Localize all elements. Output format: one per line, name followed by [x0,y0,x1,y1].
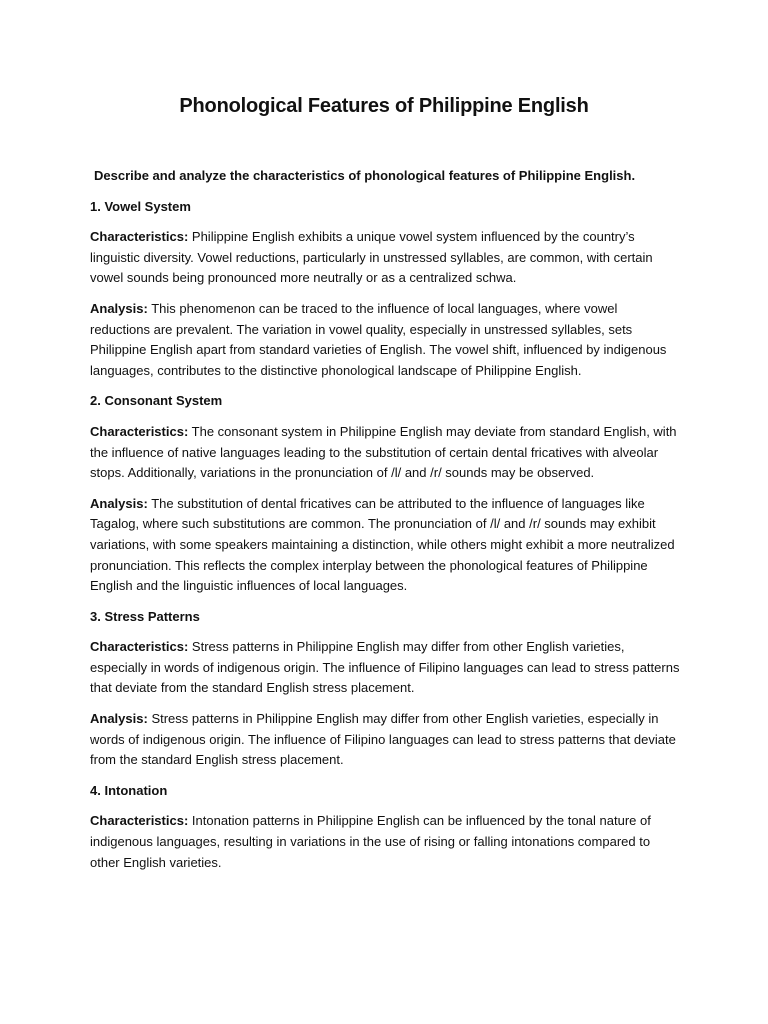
characteristics-text: Intonation patterns in Philippine English can be influenced by the tonal nature of indigenous languages, resulting in variations in the use of rising or falling intonations compared to other English varieties. [90,813,651,870]
document-body [90,166,680,883]
page-title: Phonological Features of Philippine English [179,95,589,117]
section-heading-consonant-system: 2. Consonant System [90,393,223,409]
vowel-analysis-paragraph [90,299,680,381]
characteristics-text: The consonant system in Philippine English may deviate from standard English, with the influence of native languages leading to the substitution of certain dental fricatives with alveolar stops. Additionally, variations in the pronunciation of /l/ and /r/ sounds may be observed. [90,423,677,481]
section-heading-intonation: 4. Intonation [90,782,168,798]
characteristics-text: Philippine English exhibits a unique vowel system influenced by the country’s linguistic diversity. Vowel reductions, particularly in unstressed syllables, are common, with certain vowel sounds being pronounced more neutrally or as a centralized schwa. [90,229,653,286]
analysis-text: The substitution of dental fricatives can be attributed to the influence of languages like Tagalog, where such substitutions are common. The pronunciation of /l/ and /r/ sounds may exhibit variations, with some speakers maintaining a distinction, while others might exhibit a more neutralized pronunciation. This reflects the complex interplay between the phonological features of Philippine English and the linguistic influences of local languages. [90,495,675,594]
stress-characteristics-paragraph [90,637,680,699]
characteristics-label: Characteristics: [90,423,189,439]
analysis-label: Analysis: [90,495,148,511]
analysis-text: This phenomenon can be traced to the influence of local languages, where vowel reductions are prevalent. The variation in vowel quality, especially in unstressed syllables, sets Philippine English apart from standard varieties of English. The vowel shift, influenced by indigenous languages, contributes to the distinctive phonological landscape of Philippine English. [90,300,667,378]
analysis-text: Stress patterns in Philippine English may differ from other English varieties, especially in words of indigenous origin. The influence of Filipino languages can lead to stress patterns that deviate from the standard English stress placement. [90,711,676,768]
characteristics-label: Characteristics: [90,639,189,655]
intro-question: Describe and analyze the characteristics of phonological features of Philippine English. [94,168,636,183]
vowel-characteristics-paragraph [90,227,680,289]
characteristics-label: Characteristics: [90,229,189,245]
intonation-characteristics-paragraph [90,811,680,873]
characteristics-label: Characteristics: [90,813,189,829]
stress-analysis-paragraph [90,709,680,771]
characteristics-text: Stress patterns in Philippine English may differ from other English varieties, especially in words of indigenous origin. The influence of Filipino languages can lead to stress patterns that deviate from the standard English stress placement. [90,639,680,696]
section-heading-stress-patterns: 3. Stress Patterns [90,608,200,624]
consonant-analysis-paragraph [90,494,680,597]
section-heading-vowel-system: 1. Vowel System [90,198,191,214]
analysis-label: Analysis: [90,300,148,316]
consonant-characteristics-paragraph [90,422,680,484]
analysis-label: Analysis: [90,711,148,727]
